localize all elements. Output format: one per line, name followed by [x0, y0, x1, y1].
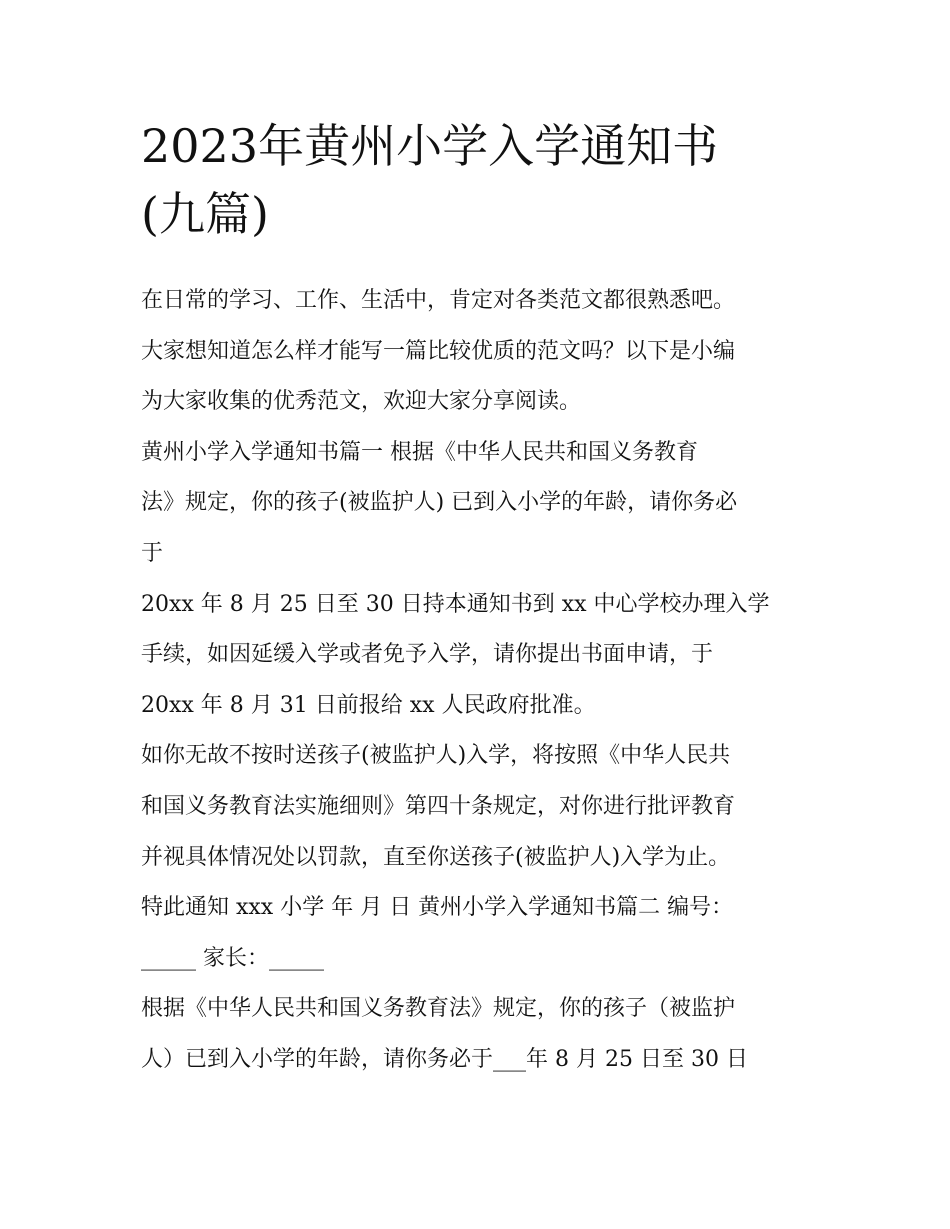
- body-line: 如你无故不按时送孩子(被监护人)入学，将按照《中华人民共: [141, 743, 731, 769]
- body-line: 为大家收集的优秀范文，欢迎大家分享阅读。: [141, 389, 582, 415]
- title-line-2: (九篇): [141, 187, 269, 241]
- body-line: _____ 家长：_____: [141, 945, 324, 971]
- body-line: 人）已到入小学的年龄，请你务必于___年 8 月 25 日至 30 日: [141, 1046, 748, 1072]
- body-line: 并视具体情况处以罚款，直至你送孩子(被监护人)入学为止。: [141, 844, 731, 870]
- body-line: 法》规定，你的孩子(被监护人) 已到入小学的年龄，请你务必: [141, 490, 738, 516]
- title-line-1: 2023年黄州小学入学通知书: [141, 119, 719, 173]
- body-line: 特此通知 xxx 小学 年 月 日 黄州小学入学通知书篇二 编号：: [141, 895, 734, 921]
- body-line: 和国义务教育法实施细则》第四十条规定，对你进行批评教育: [141, 793, 736, 819]
- body-line: 根据《中华人民共和国义务教育法》规定，你的孩子（被监护: [141, 996, 736, 1022]
- body-line: 在日常的学习、工作、生活中，肯定对各类范文都很熟悉吧。: [141, 288, 736, 313]
- document-title: [141, 112, 821, 248]
- body-line: 20xx 年 8 月 31 日前报给 xx 人民政府批准。: [141, 692, 596, 718]
- body-line: 20xx 年 8 月 25 日至 30 日持本通知书到 xx 中心学校办理入学: [141, 591, 770, 617]
- body-line: 大家想知道怎么样才能写一篇比较优质的范文吗？以下是小编: [141, 338, 736, 364]
- document-body: [141, 276, 841, 1086]
- body-line: 于: [141, 540, 164, 566]
- body-line: 黄州小学入学通知书篇一 根据《中华人民共和国义务教育: [141, 439, 698, 465]
- body-line: 手续，如因延缓入学或者免予入学，请你提出书面申请，于: [141, 642, 714, 668]
